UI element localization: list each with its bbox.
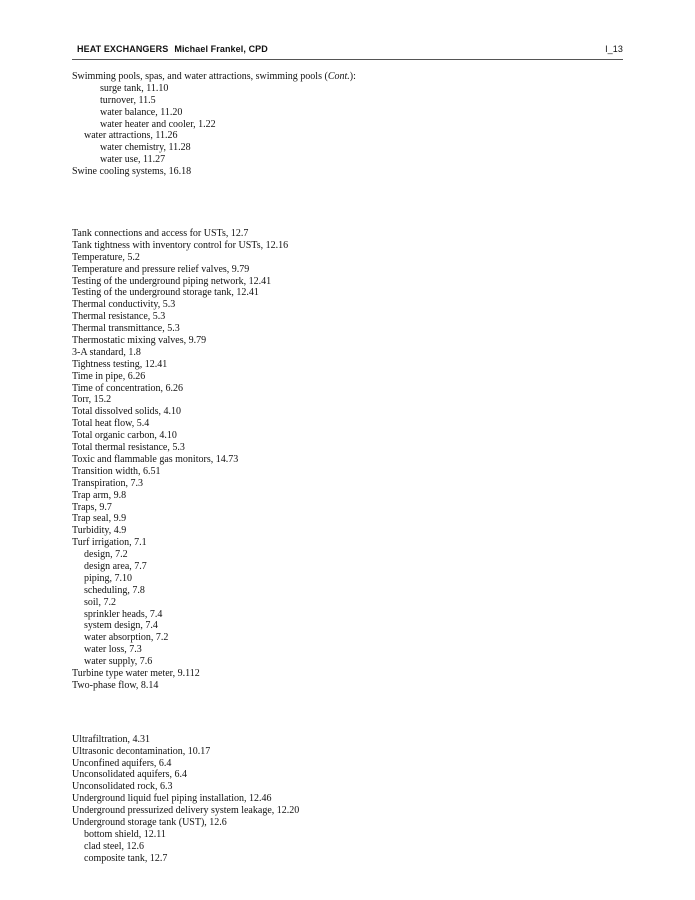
index-subentry: system design, 7.4 [84, 620, 158, 632]
index-entry: Torr, 15.2 [72, 394, 112, 406]
index-subentry: soil, 7.2 [84, 596, 116, 608]
index-entry: Time in pipe, 6.26 [72, 370, 146, 382]
index-entry: Turbidity, 4.9 [72, 525, 127, 537]
index-section-t [72, 228, 632, 692]
index-subentry: water balance, 11.20 [100, 106, 183, 118]
index-subentry: sprinkler heads, 7.4 [84, 608, 163, 620]
index-subentry: surge tank, 11.10 [100, 82, 169, 94]
index-subentry: piping, 7.10 [84, 572, 133, 584]
index-entry: Trap seal, 9.9 [72, 513, 127, 525]
index-subentry: scheduling, 7.8 [84, 584, 145, 596]
index-entry: Turf irrigation, 7.1 [72, 537, 147, 549]
index-subentry: water attractions, 11.26 [84, 130, 178, 142]
running-head-left [77, 44, 268, 54]
index-subentry: water use, 11.27 [100, 154, 166, 166]
index-entry: Thermostatic mixing valves, 9.79 [72, 335, 207, 347]
index-entry: Tank tightness with inventory control for USTs, 12.16 [72, 239, 289, 251]
index-entry: Underground pressurized delivery system leakage, 12.20 [72, 805, 300, 817]
index-section-u [72, 734, 632, 865]
index-subentry: composite tank, 12.7 [84, 852, 168, 864]
header-rule [72, 59, 623, 60]
index-entry: Traps, 9.7 [72, 501, 112, 513]
index-entries [72, 71, 632, 865]
index-subentry: water absorption, 7.2 [84, 632, 169, 644]
running-head [77, 44, 623, 58]
index-entry: Transpiration, 7.3 [72, 477, 144, 489]
section-gap [72, 692, 632, 732]
index-entry: Temperature, 5.2 [72, 251, 140, 263]
index-entry: Thermal transmittance, 5.3 [72, 323, 180, 335]
index-entry: Time of concentration, 6.26 [72, 382, 184, 394]
index-entry: Underground liquid fuel piping installation, 12.46 [72, 793, 272, 805]
index-entry: Total organic carbon, 4.10 [72, 430, 177, 442]
index-entry: Transition width, 6.51 [72, 465, 161, 477]
index-subentry: bottom shield, 12.11 [84, 828, 166, 840]
index-section-s [72, 71, 632, 178]
index-entry: Unconsolidated rock, 6.3 [72, 781, 173, 793]
index-entry: Turbine type water meter, 9.112 [72, 667, 200, 679]
index-entry: Underground storage tank (UST), 12.6 [72, 816, 227, 828]
index-subentry: turnover, 11.5 [100, 94, 156, 106]
index-entry: Tank connections and access for USTs, 12.7 [72, 228, 249, 240]
index-entry: Testing of the underground piping network, 12.41 [72, 275, 272, 287]
index-entry: Swimming pools, spas, and water attractions, swimming pools (Cont.): [72, 71, 356, 82]
index-entry: Two-phase flow, 8.14 [72, 679, 159, 691]
index-entry: Swine cooling systems, 16.18 [72, 166, 192, 178]
index-subentry: design, 7.2 [84, 549, 128, 561]
index-entry: Ultrasonic decontamination, 10.17 [72, 745, 211, 757]
index-entry: Total thermal resistance, 5.3 [72, 442, 185, 454]
section-gap [72, 178, 632, 218]
index-subentry: water chemistry, 11.28 [100, 142, 191, 154]
index-entry: Trap arm, 9.8 [72, 489, 127, 501]
index-entry: Unconfined aquifers, 6.4 [72, 757, 172, 769]
author-name: Michael Frankel, CPD [174, 44, 268, 54]
index-entry: Total heat flow, 5.4 [72, 418, 150, 430]
index-entry: Total dissolved solids, 4.10 [72, 406, 182, 418]
index-subentry: design area, 7.7 [84, 560, 147, 572]
index-entry: Ultrafiltration, 4.31 [72, 733, 151, 745]
index-entry: Thermal conductivity, 5.3 [72, 299, 176, 311]
index-entry: Tightness testing, 12.41 [72, 358, 168, 370]
index-entry: 3-A standard, 1.8 [72, 346, 141, 358]
index-entry: Thermal resistance, 5.3 [72, 311, 166, 323]
page-reference: I_13 [605, 44, 623, 54]
index-subentry: water supply, 7.6 [84, 656, 153, 668]
index-entry: Toxic and flammable gas monitors, 14.73 [72, 453, 239, 465]
index-subentry: clad steel, 12.6 [84, 840, 144, 852]
index-entry: Temperature and pressure relief valves, 9.79 [72, 263, 250, 275]
index-subentry: water loss, 7.3 [84, 644, 142, 656]
index-subentry: water heater and cooler, 1.22 [100, 118, 216, 130]
index-entry: Unconsolidated aquifers, 6.4 [72, 769, 187, 781]
index-entry: Testing of the underground storage tank, 12.41 [72, 287, 259, 299]
book-title: HEAT EXCHANGERS [77, 44, 169, 54]
